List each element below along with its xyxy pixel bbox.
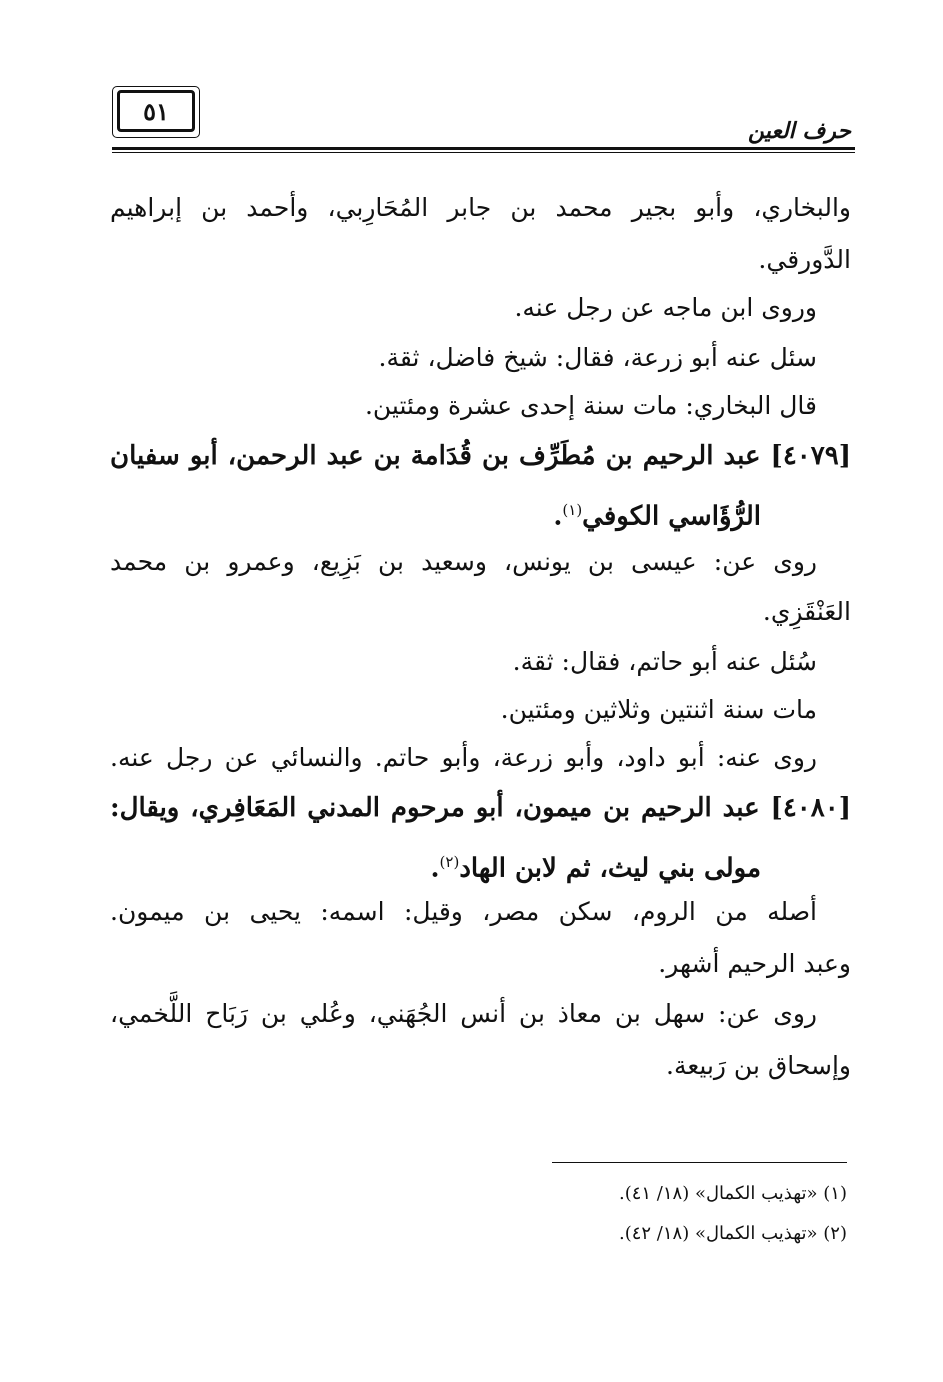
body-line: روى عن: عيسى بن يونس، وسعيد بن بَزِيع، وعمرو بن محمد (110, 547, 817, 576)
body-line: والبخاري، وأبو بجير محمد بن جابر المُحَارِبي، وأحمد بن إبراهيم (110, 193, 851, 222)
body-line: وإسحاق بن رَبيعة. (666, 1051, 851, 1080)
header-rule (112, 147, 855, 150)
body-line: مات سنة اثنتين وثلاثين ومئتين. (500, 695, 817, 724)
body-line: قال البخاري: مات سنة إحدى عشرة ومئتين. (364, 391, 817, 420)
body-line: روى عن: سهل بن معاذ بن أنس الجُهَني، وعُلي بن رَبَاح اللَّخمي، (110, 999, 817, 1028)
body-line: وروى ابن ماجه عن رجل عنه. (514, 293, 817, 322)
footnote-ref-1: (١) (562, 501, 583, 519)
footnote-ref-2: (٢) (439, 853, 460, 871)
body-line: روى عنه: أبو داود، وأبو زرعة، وأبو حاتم. والنسائي عن رجل عنه. (110, 743, 817, 772)
heading-text: الرُّؤَاسي الكوفي (582, 501, 761, 532)
body-line: سُئل عنه أبو حاتم، فقال: ثقة. (512, 647, 817, 676)
header-rule-thin (112, 152, 855, 153)
entry-heading-4079: [٤٠٧٩] عبد الرحيم بن مُطَرِّف بن قُدَامة بن عبد الرحمن، أبو سفيان (110, 441, 851, 471)
page-number: ٥١ (117, 90, 195, 132)
body-line: سئل عنه أبو زرعة، فقال: شيخ فاضل، ثقة. (378, 343, 817, 372)
entry-heading-4080-cont (110, 842, 761, 889)
footnote-rule (552, 1162, 847, 1163)
body-line: أصله من الروم، سكن مصر، وقيل: اسمه: يحيى بن ميمون. (110, 897, 817, 926)
heading-text: مولى بني ليث، ثم لابن الهاد (459, 853, 761, 884)
footnote-1: (١) «تهذيب الكمال» (١٨/ ٤١). (618, 1183, 847, 1204)
entry-heading-4079-cont (110, 490, 761, 537)
body-line: وعبد الرحيم أشهر. (658, 949, 851, 978)
running-title: حرف العين (747, 118, 851, 144)
heading-period: . (553, 501, 563, 532)
heading-period: . (430, 853, 440, 884)
body-line: العَنْقَزِي. (762, 597, 851, 626)
footnote-2: (٢) «تهذيب الكمال» (١٨/ ٤٢). (618, 1223, 847, 1244)
body-line: الدَّورقي. (758, 245, 851, 274)
entry-heading-4080: [٤٠٨٠] عبد الرحيم بن ميمون، أبو مرحوم المدني المَعَافِري، ويقال: (110, 793, 851, 823)
